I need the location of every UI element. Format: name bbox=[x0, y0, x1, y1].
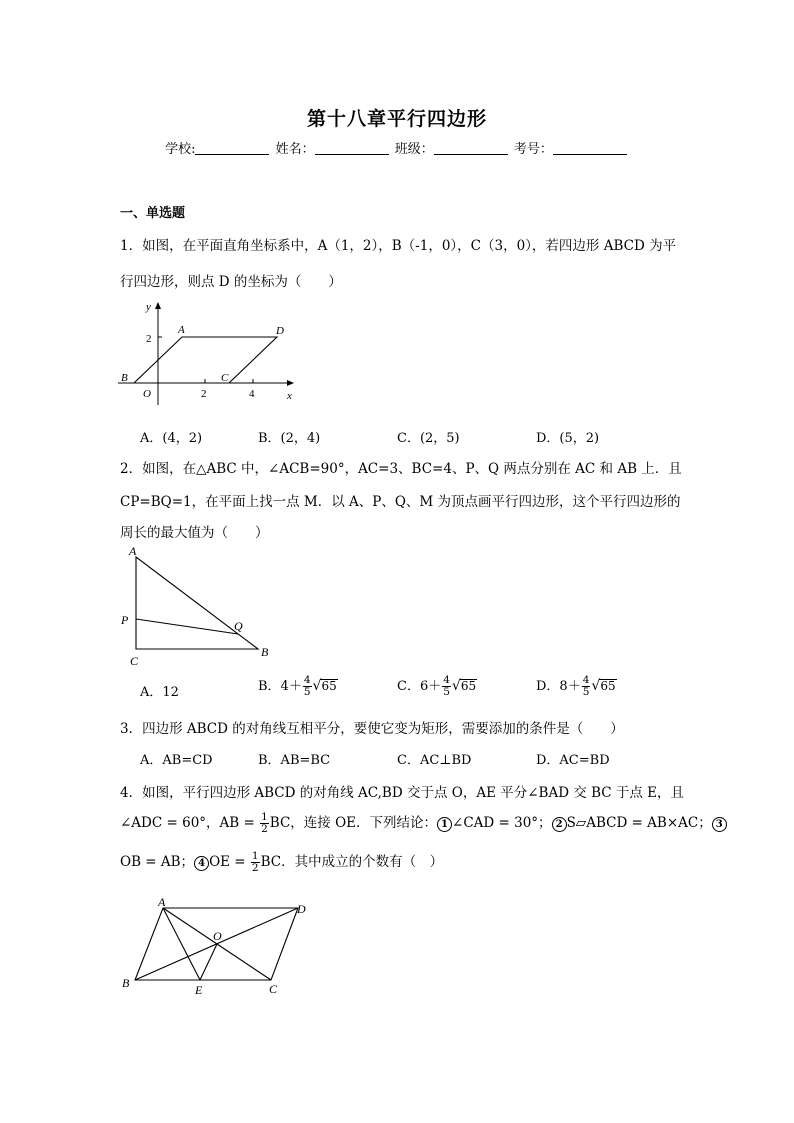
q1-option-c: C．(2，5) bbox=[397, 431, 460, 446]
point-p-label: P bbox=[121, 613, 129, 627]
point-a-label: A bbox=[178, 324, 185, 336]
q4-line-1: 4．如图，平行四边形 ABCD 的对角线 AC,BD 交于点 O，AE 平分∠BAD 交 BC 于点 E，且 bbox=[120, 785, 685, 801]
name-blank bbox=[315, 142, 389, 155]
q3-option-b: B．AB=BC bbox=[258, 753, 331, 768]
point-a-label: A bbox=[158, 895, 166, 909]
point-c-label: C bbox=[269, 982, 278, 996]
page-title: 第十八章平行四边形 bbox=[306, 108, 487, 130]
point-b-label: B bbox=[122, 976, 130, 990]
x-axis-label: x bbox=[287, 390, 292, 402]
point-c-label: C bbox=[221, 372, 229, 384]
name-label: 姓名： bbox=[275, 142, 315, 157]
x-tick-label-2: 2 bbox=[201, 388, 207, 400]
class-blank bbox=[434, 142, 508, 155]
q3-line-1: 3．四边形 ABCD 的对角线互相平分，要使它变为矩形，需要添加的条件是（ ） bbox=[120, 721, 624, 737]
segment-ae bbox=[163, 908, 200, 980]
q4-parallelogram-figure bbox=[116, 893, 316, 1001]
y-tick-label-2: 2 bbox=[146, 333, 152, 345]
x-axis-arrow bbox=[287, 380, 294, 386]
q2-option-b: B．4＋ $\frac{4}{5}$ √65 bbox=[258, 674, 337, 698]
q1-option-a: A．(4，2) bbox=[140, 431, 203, 446]
school-label: 学校: bbox=[165, 142, 196, 157]
y-axis-label: y bbox=[146, 301, 151, 313]
circled-4: 4 bbox=[194, 856, 209, 871]
q1-line-1: 1．如图，在平面直角坐标系中，A（1，2），B（-1，0），C（3，0），若四边形 ABCD 为平 bbox=[120, 238, 677, 254]
half-fraction: $\frac{1}{2}$ bbox=[251, 850, 259, 874]
q4-line-2: ∠ADC = 60°，AB = $\frac{1}{2}$ BC，连接 OE．下列结论： 1 ∠CAD = 30°； 2 S▱ABCD = AB×AC； 3 bbox=[120, 811, 727, 835]
q2-option-d: D．8＋ $\frac{4}{5}$ √65 bbox=[536, 674, 616, 698]
triangle-abc bbox=[136, 557, 258, 649]
segment-pq bbox=[136, 619, 238, 634]
segment-oe bbox=[200, 944, 217, 980]
point-e-label: E bbox=[195, 983, 203, 997]
fraction: $\frac{4}{5}$ bbox=[443, 674, 450, 698]
q1-option-b: B．(2，4) bbox=[258, 431, 321, 446]
q2-triangle-figure bbox=[116, 542, 276, 670]
q2-line-1: 2．如图，在△ABC 中，∠ACB=90°，AC=3、BC=4、P、Q 两点分别在 AC 和 AB 上．且 bbox=[120, 461, 682, 477]
point-c-label: C bbox=[130, 654, 139, 668]
q2-line-3: 周长的最大值为（ ） bbox=[120, 525, 269, 541]
q1-line-2: 行四边形，则点 D 的坐标为（ ） bbox=[120, 274, 342, 290]
q1-option-d: D．(5，2) bbox=[536, 431, 600, 446]
x-tick-label-4: 4 bbox=[249, 388, 255, 400]
point-d-label: D bbox=[297, 902, 306, 916]
exam-no-blank bbox=[553, 142, 627, 155]
parallelogram-abcd bbox=[134, 337, 277, 383]
q3-option-d: D．AC=BD bbox=[536, 753, 610, 768]
q3-option-a: A．AB=CD bbox=[140, 753, 213, 768]
point-b-label: B bbox=[121, 372, 128, 384]
point-b-label: B bbox=[261, 645, 269, 659]
exam-no-label: 考号： bbox=[513, 142, 553, 157]
y-axis-arrow bbox=[155, 302, 161, 309]
half-fraction: $\frac{1}{2}$ bbox=[261, 811, 268, 835]
q2-option-a: A．12 bbox=[140, 685, 179, 700]
q1-coordinate-figure bbox=[116, 297, 301, 412]
point-d-label: D bbox=[276, 325, 284, 337]
q4-line-3: OB = AB； 4 OE = $\frac{1}{2}$ BC．其中成立的个数有（ ） bbox=[120, 850, 444, 874]
point-q-label: Q bbox=[234, 619, 243, 633]
fraction: $\frac{4}{5}$ bbox=[303, 674, 311, 698]
point-o-label: O bbox=[213, 929, 222, 943]
circled-1: 1 bbox=[437, 817, 452, 832]
point-a-label: A bbox=[129, 544, 137, 558]
class-label: 班级： bbox=[394, 142, 434, 157]
fraction: $\frac{4}{5}$ bbox=[582, 674, 590, 698]
origin-label: O bbox=[143, 388, 151, 400]
section-title: 一、单选题 bbox=[120, 206, 186, 221]
q3-option-c: C．AC⊥BD bbox=[397, 753, 472, 768]
q2-line-2: CP=BQ=1，在平面上找一点 M．以 A、P、Q、M 为顶点画平行四边形，这个平行四边形的 bbox=[120, 494, 681, 510]
school-blank bbox=[195, 142, 269, 155]
q2-option-c: C．6＋ $\frac{4}{5}$ √65 bbox=[397, 674, 477, 698]
student-info-line bbox=[0, 138, 794, 157]
circled-3: 3 bbox=[712, 817, 727, 832]
circled-2: 2 bbox=[552, 817, 567, 832]
